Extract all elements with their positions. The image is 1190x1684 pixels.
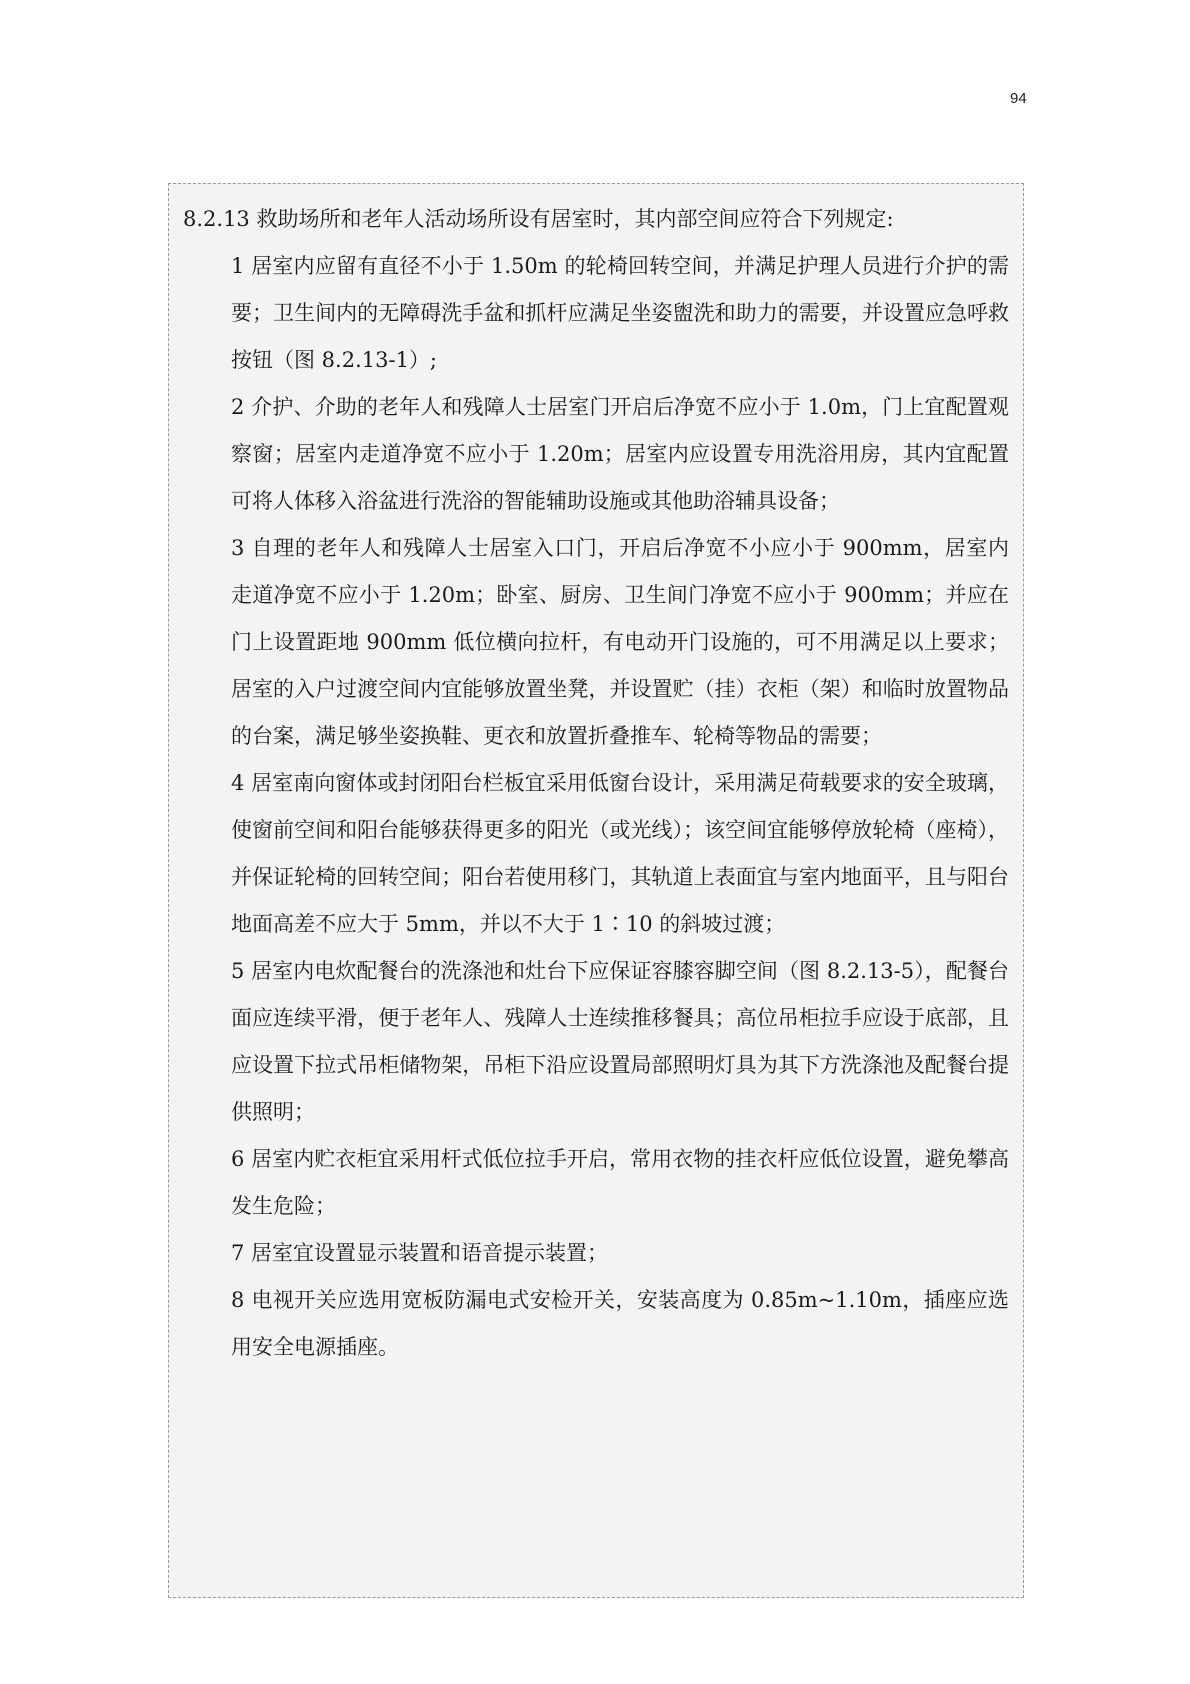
clause-item-2: 2 介护、介助的老年人和残障人士居室门开启后净宽不应小于 1.0m，门上宜配置观察窗；居室内走道净宽不应小于 1.20m；居室内应设置专用洗浴用房，其内宜配置可将人体移入浴盆进行洗浴的智能辅助设施或其他助浴辅具设备； — [231, 395, 1009, 513]
clause-item-8: 8 电视开关应选用宽板防漏电式安检开关，安装高度为 0.85m~1.10m，插座应选用安全电源插座。 — [231, 1288, 1009, 1359]
clause-item-5: 5 居室内电炊配餐台的洗涤池和灶台下应保证容膝容脚空间（图 8.2.13-5），配餐台面应连续平滑，便于老年人、残障人士连续推移餐具；高位吊柜拉手应设于底部，且应设置下拉式吊柜储物架，吊柜下沿应设置局部照明灯具为其下方洗涤池及配餐台提供照明； — [231, 959, 1009, 1124]
clause-item-6: 6 居室内贮衣柜宜采用杆式低位拉手开启，常用衣物的挂衣杆应低位设置，避免攀高发生危险； — [231, 1147, 1009, 1218]
clause-item-1: 1 居室内应留有直径不小于 1.50m 的轮椅回转空间，并满足护理人员进行介护的需要；卫生间内的无障碍洗手盆和抓杆应满足坐姿盥洗和助力的需要，并设置应急呼救按钮（图 8.2.13-1）; — [231, 254, 1009, 372]
page-number: 94 — [1010, 90, 1027, 107]
clause-item-7: 7 居室宜设置显示装置和语音提示装置； — [231, 1241, 609, 1265]
clause-heading: 8.2.13 救助场所和老年人活动场所设有居室时，其内部空间应符合下列规定: — [183, 207, 894, 231]
clause-box — [168, 183, 1024, 1598]
clause-item-4: 4 居室南向窗体或封闭阳台栏板宜采用低窗台设计，采用满足荷载要求的安全玻璃，使窗前空间和阳台能够获得更多的阳光（或光线）；该空间宜能够停放轮椅（座椅），并保证轮椅的回转空间；阳台若使用移门，其轨道上表面宜与室内地面平，且与阳台地面高差不应大于 5mm，并以不大于 1∶10 的斜坡过渡； — [231, 771, 1009, 936]
clause-item-3: 3 自理的老年人和残障人士居室入口门，开启后净宽不小应小于 900mm，居室内走道净宽不应小于 1.20m；卧室、厨房、卫生间门净宽不应小于 900mm；并应在门上设置距地 900mm 低位横向拉杆，有电动开门设施的，可不用满足以上要求；居室的入户过渡空间内宜能够放置坐凳，并设置贮（挂）衣柜（架）和临时放置物品的台案，满足够坐姿换鞋、更衣和放置折叠推车、轮椅等物品的需要； — [231, 536, 1009, 748]
